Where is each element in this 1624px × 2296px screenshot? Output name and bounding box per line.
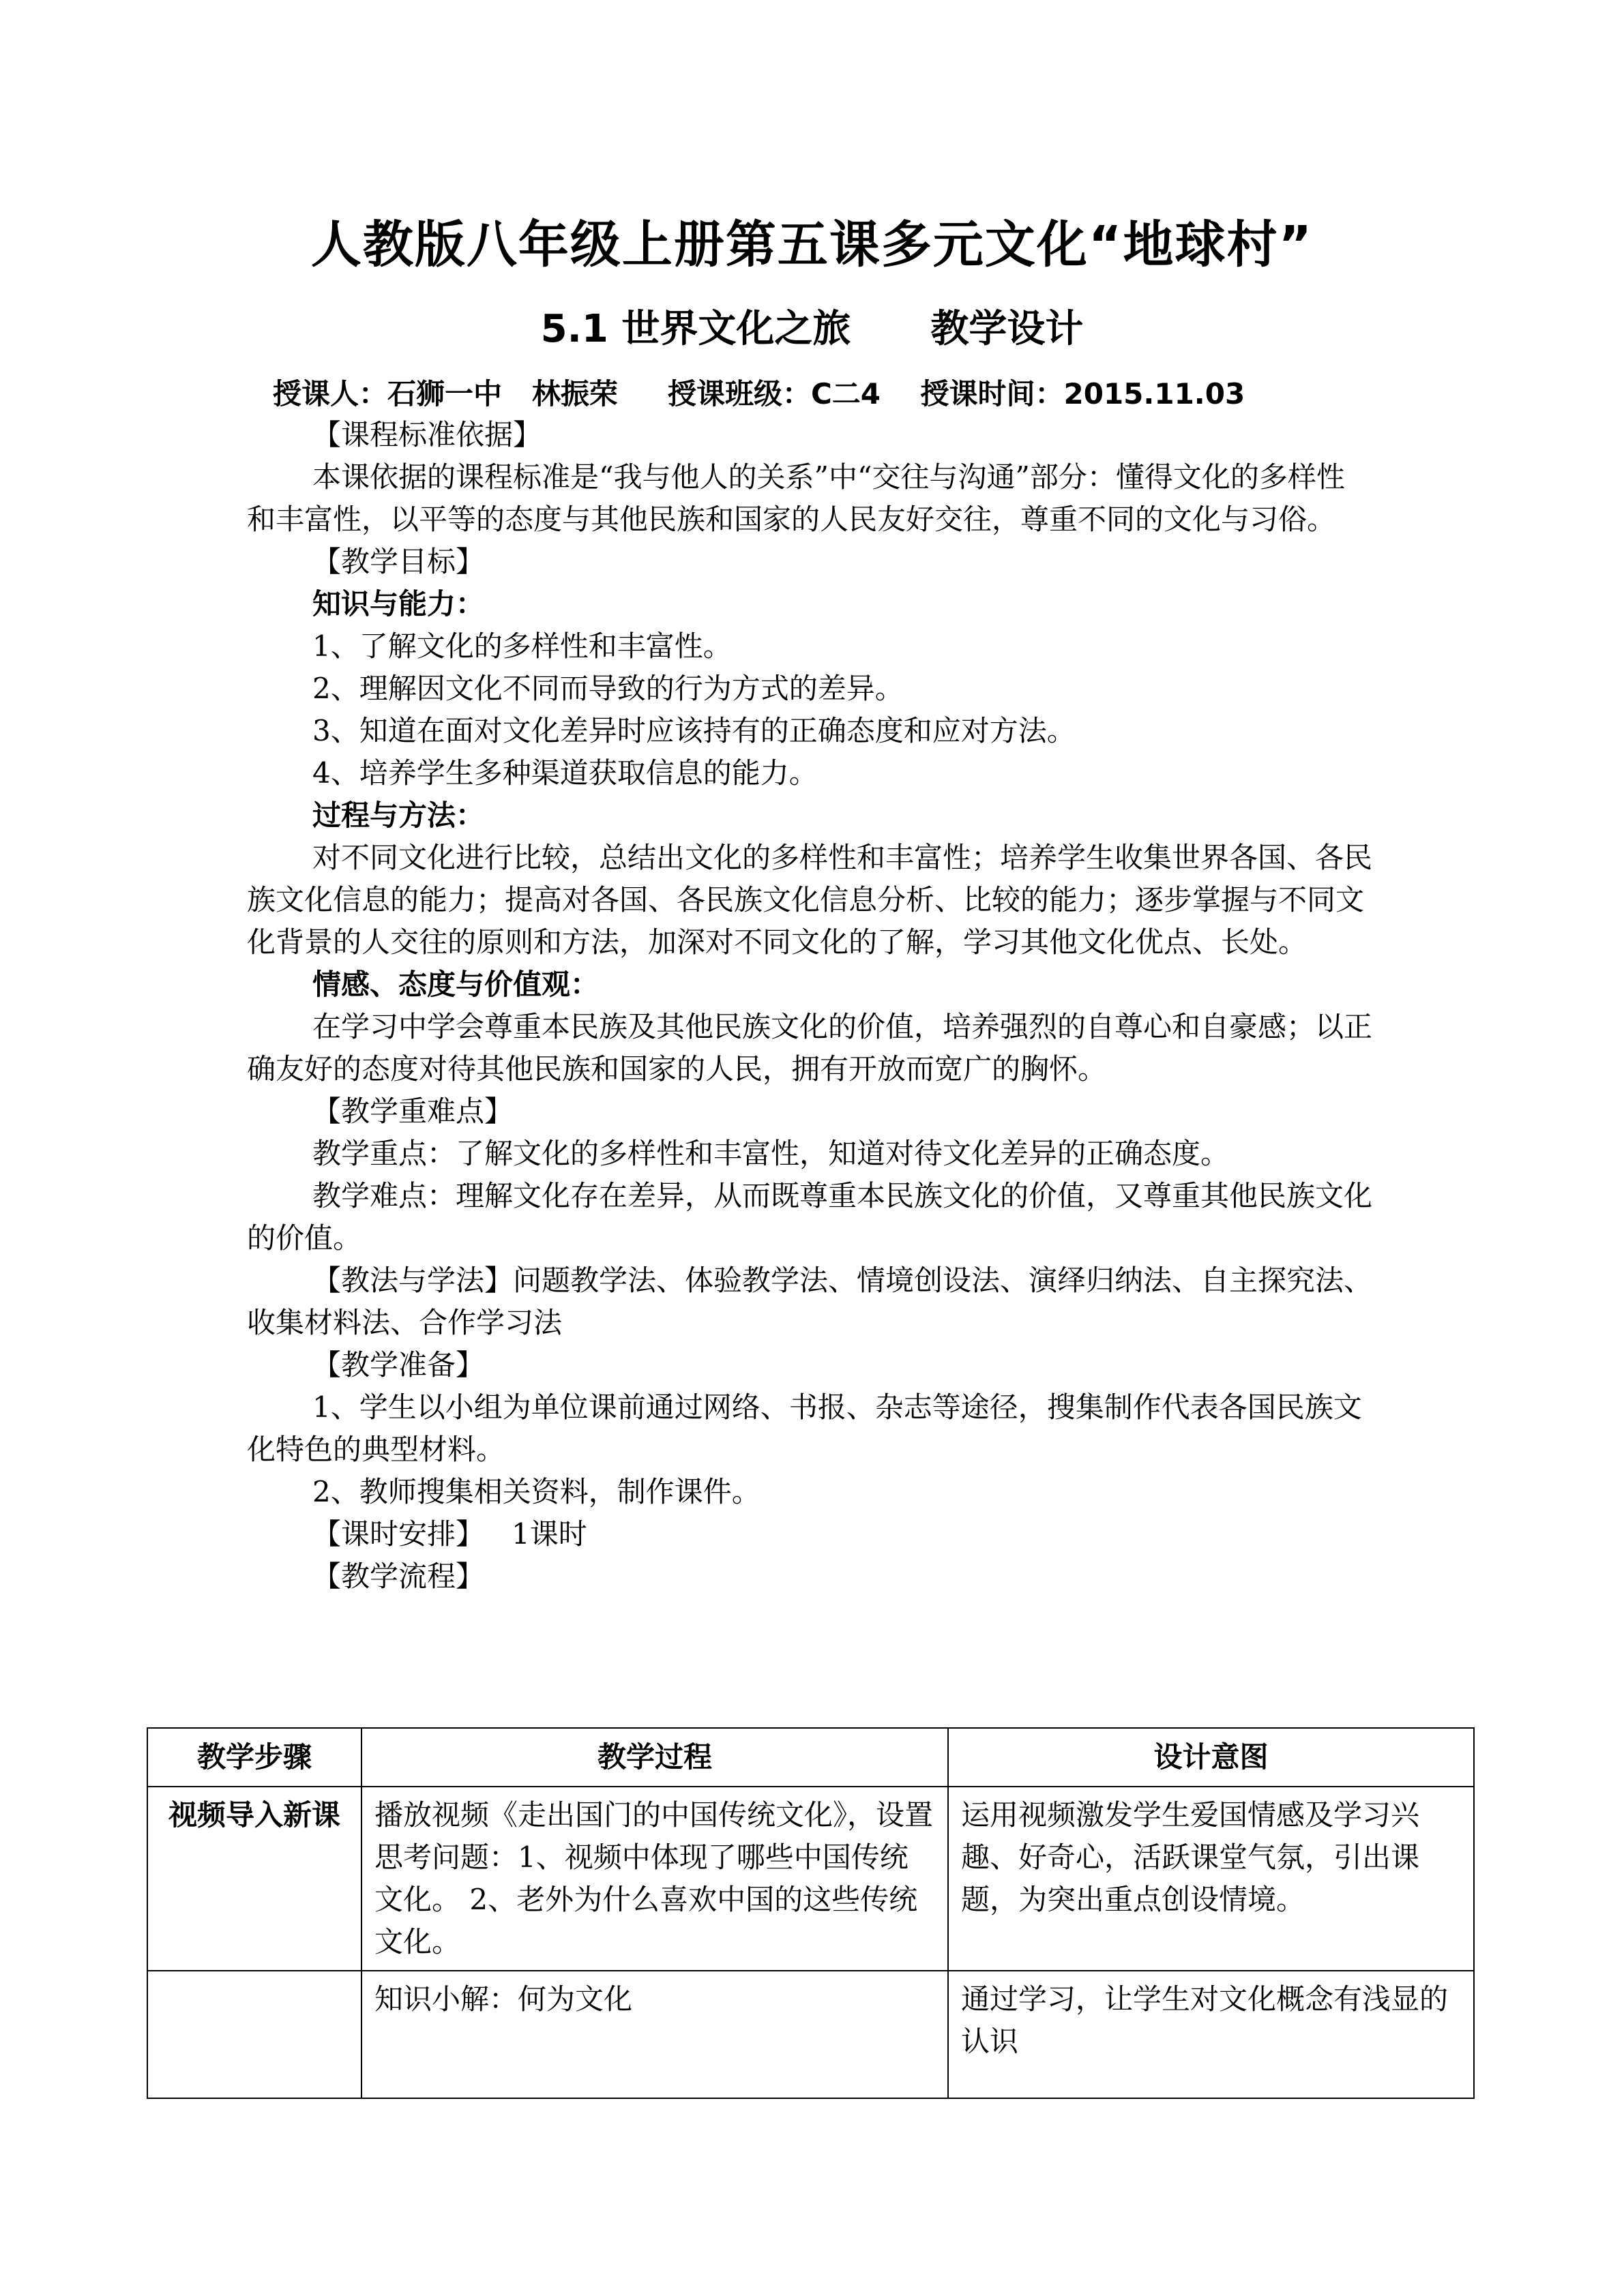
prep-item: 2、教师搜集相关资料，制作课件。: [312, 1475, 761, 1508]
teaching-flow-table: [147, 1727, 1475, 2099]
knowledge-heading: 知识与能力：: [312, 587, 485, 621]
methods-text: 【教法与学法】问题教学法、体验教学法、情境创设法、演绎归纳法、自主探究法、收集材料法、合作学习法: [247, 1264, 1373, 1339]
cell-intent: 通过学习，让学生对文化概念有浅显的认识: [948, 1971, 1474, 2098]
process-text: 对不同文化进行比较，总结出文化的多样性和丰富性；培养学生收集世界各国、各民族文化信息的能力；提高对各国、各民族文化信息分析、比较的能力；逐步掌握与不同文化背景的人交往的原则和方法，加深对不同文化的了解，学习其他文化优点、长处。: [247, 841, 1373, 959]
section-heading-goals: 【教学目标】: [312, 545, 485, 578]
standard-text: 本课依据的课程标准是“我与他人的关系”中“交往与沟通”部分：懂得文化的多样性和丰富性，以平等的态度与其他民族和国家的人民友好交往，尊重不同的文化与习俗。: [247, 460, 1345, 536]
key-point-text: 教学重点：了解文化的多样性和丰富性，知道对待文化差异的正确态度。: [312, 1137, 1230, 1170]
section-heading-flow: 【教学流程】: [312, 1560, 485, 1593]
document-body: [247, 414, 1372, 1598]
knowledge-item: 1、了解文化的多样性和丰富性。: [312, 629, 732, 663]
header-step: 教学步骤: [147, 1728, 361, 1787]
section-heading-prep: 【教学准备】: [312, 1348, 485, 1382]
emotion-heading: 情感、态度与价值观：: [312, 968, 600, 1001]
cell-step: [147, 1971, 361, 2098]
knowledge-item: 4、培养学生多种渠道获取信息的能力。: [312, 756, 818, 790]
header-process: 教学过程: [361, 1728, 948, 1787]
lesson-meta: 授课人：石狮一中 林振荣 授课班级：C二4 授课时间：2015.11.03: [273, 377, 1245, 411]
prep-item: 1、学生以小组为单位课前通过网络、书报、杂志等途径，搜集制作代表各国民族文化特色的典型材料。: [247, 1390, 1362, 1466]
table-row: [147, 1971, 1474, 2098]
cell-process: 播放视频《走出国门的中国传统文化》，设置思考问题：1、视频中体现了哪些中国传统文化。 2、老外为什么喜欢中国的这些传统文化。: [361, 1787, 948, 1971]
document-subtitle: 5.1 世界文化之旅 教学设计: [540, 307, 1084, 351]
cell-process: 知识小解：何为文化: [361, 1971, 948, 2098]
emotion-text: 在学习中学会尊重本民族及其他民族文化的价值，培养强烈的自尊心和自豪感；以正确友好的态度对待其他民族和国家的人民，拥有开放而宽广的胸怀。: [247, 1010, 1373, 1086]
table-row: [147, 1787, 1474, 1971]
knowledge-item: 3、知道在面对文化差异时应该持有的正确态度和应对方法。: [312, 714, 1076, 747]
process-heading: 过程与方法：: [312, 799, 485, 832]
table-header-row: [147, 1728, 1474, 1787]
header-intent: 设计意图: [948, 1728, 1474, 1787]
document-title: 人教版八年级上册第五课多元文化“地球村”: [310, 215, 1314, 274]
section-heading-standard: 【课程标准依据】: [312, 418, 542, 451]
cell-intent: 运用视频激发学生爱国情感及学习兴趣、好奇心，活跃课堂气氛，引出课题，为突出重点创设情境。: [948, 1787, 1474, 1971]
schedule-text: 【课时安排】 1课时: [312, 1517, 587, 1551]
knowledge-item: 2、理解因文化不同而导致的行为方式的差异。: [312, 672, 904, 705]
section-heading-key: 【教学重难点】: [312, 1094, 514, 1128]
difficult-point-text: 教学难点：理解文化存在差异，从而既尊重本民族文化的价值，又尊重其他民族文化的价值。: [247, 1179, 1373, 1255]
cell-step: 视频导入新课: [147, 1787, 361, 1971]
